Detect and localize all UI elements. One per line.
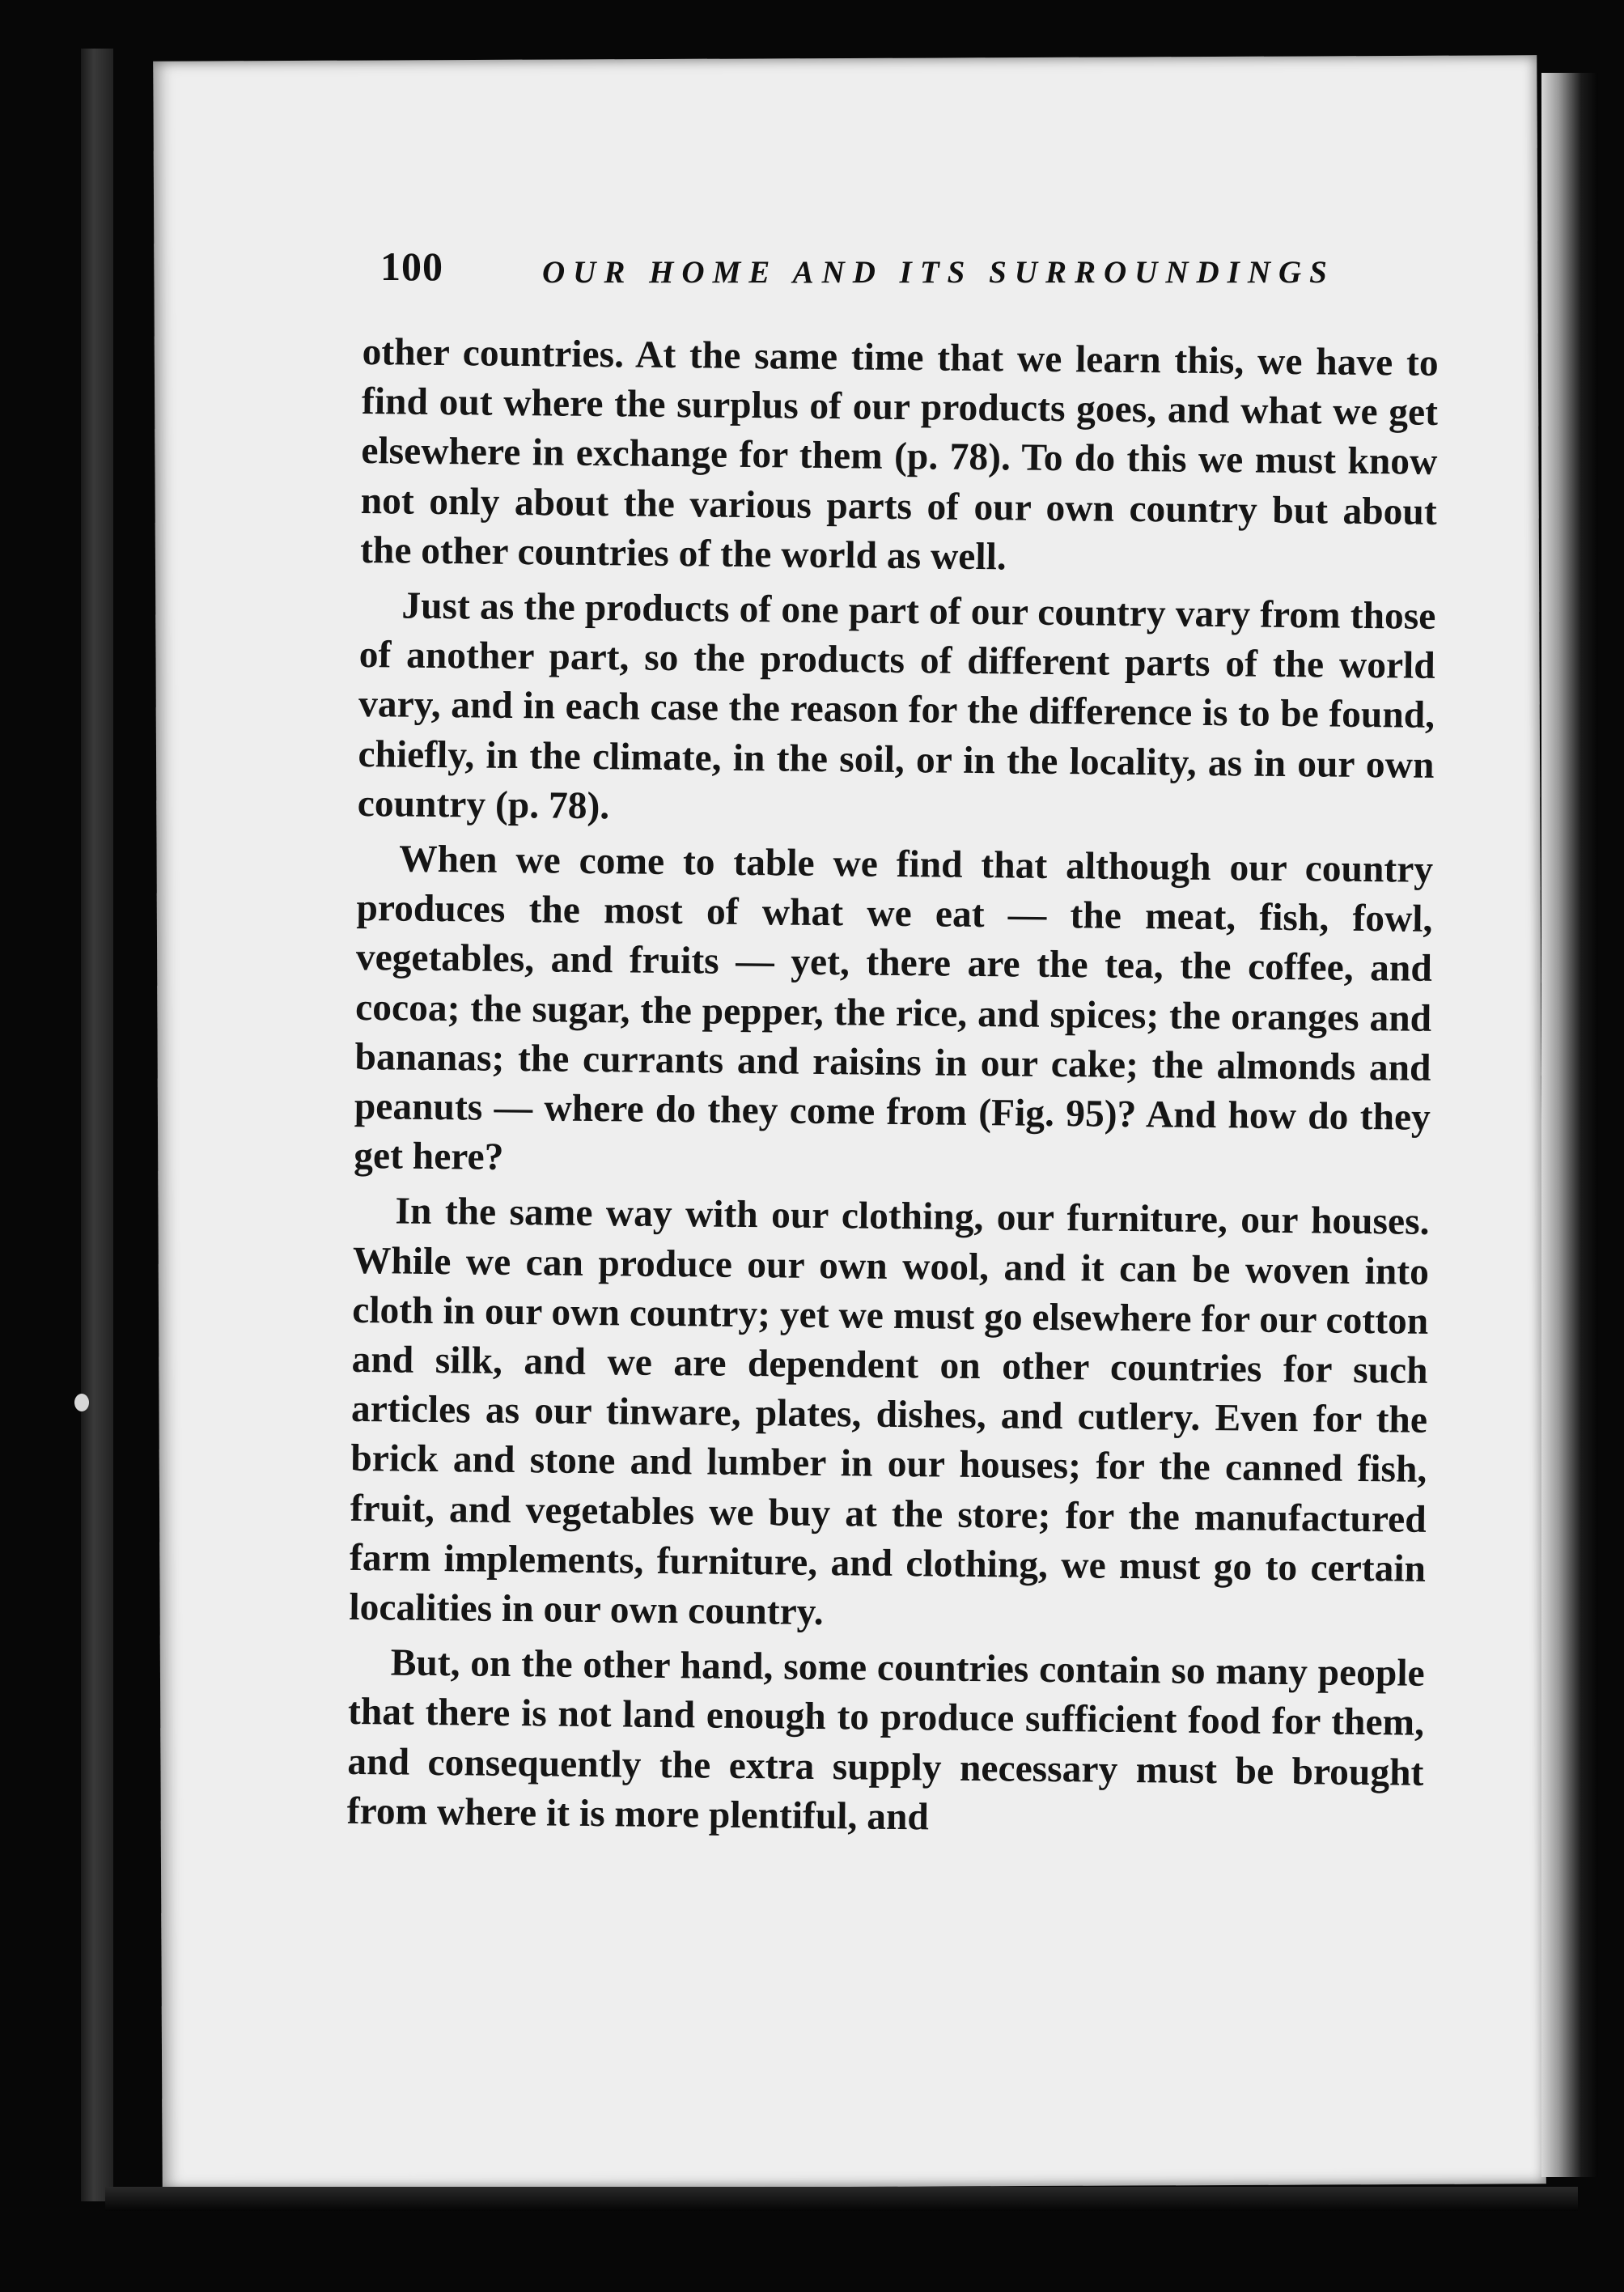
- scan-speck: [74, 1394, 89, 1411]
- page-number: 100: [380, 244, 443, 289]
- paragraph-3: When we come to table we find that although our country produces the most of what we eat — the meat, fish, fowl, vegetables, and fruits — yet, there are the tea, the coffee, and cocoa; the sugar, the pepper, the rice, and spices; the oranges and bananas; the currants and raisins in our cake; the almonds and peanuts — where do they come from (Fig. 95)? And how do they get here?: [354, 838, 1434, 1179]
- page-stack-edge: [1541, 73, 1598, 2177]
- paragraph-4: In the same way with our clothing, our furniture, our houses. While we can produce our own wool, and it can be woven into cloth in our own country; yet we must go elsewhere for our cotton and silk, and we are dependent on other countries for such articles as our tinware, plates, dishes, and cutlery. Even for the brick and stone and lumber in our houses; for the canned fish, fruit, and vegetables we buy at the store; for the manufactured farm implements, furniture, and clothing, we must go to certain localities in our own country.: [349, 1190, 1430, 1634]
- book-cover-edge: [81, 49, 113, 2201]
- paragraph-2: Just as the products of one part of our country vary from those of another part, so the products of different parts of the world vary, and in each case the reason for the difference is to be found, chiefly, in the climate, in the soil, or in the locality, as in our own country (p. 78).: [357, 584, 1436, 828]
- page-header: [380, 243, 1335, 291]
- paragraph-5: But, on the other hand, some countries contain so many people that there is not land enough to produce sufficient food for them, and consequently the extra supply necessary must be brought from where it is more plentiful, and: [346, 1641, 1425, 1839]
- paragraph-1: other countries. At the same time that we learn this, we have to find out where the surplus of our products goes, and what we get elsewhere in exchange for them (p. 78). To do this we must know not only about the various parts of our own country but about the other countries of the world as well.: [359, 330, 1439, 579]
- page-bottom-shadow: [105, 2187, 1578, 2211]
- body-text: [346, 328, 1439, 1853]
- running-title: OUR HOME AND ITS SURROUNDINGS: [542, 255, 1335, 290]
